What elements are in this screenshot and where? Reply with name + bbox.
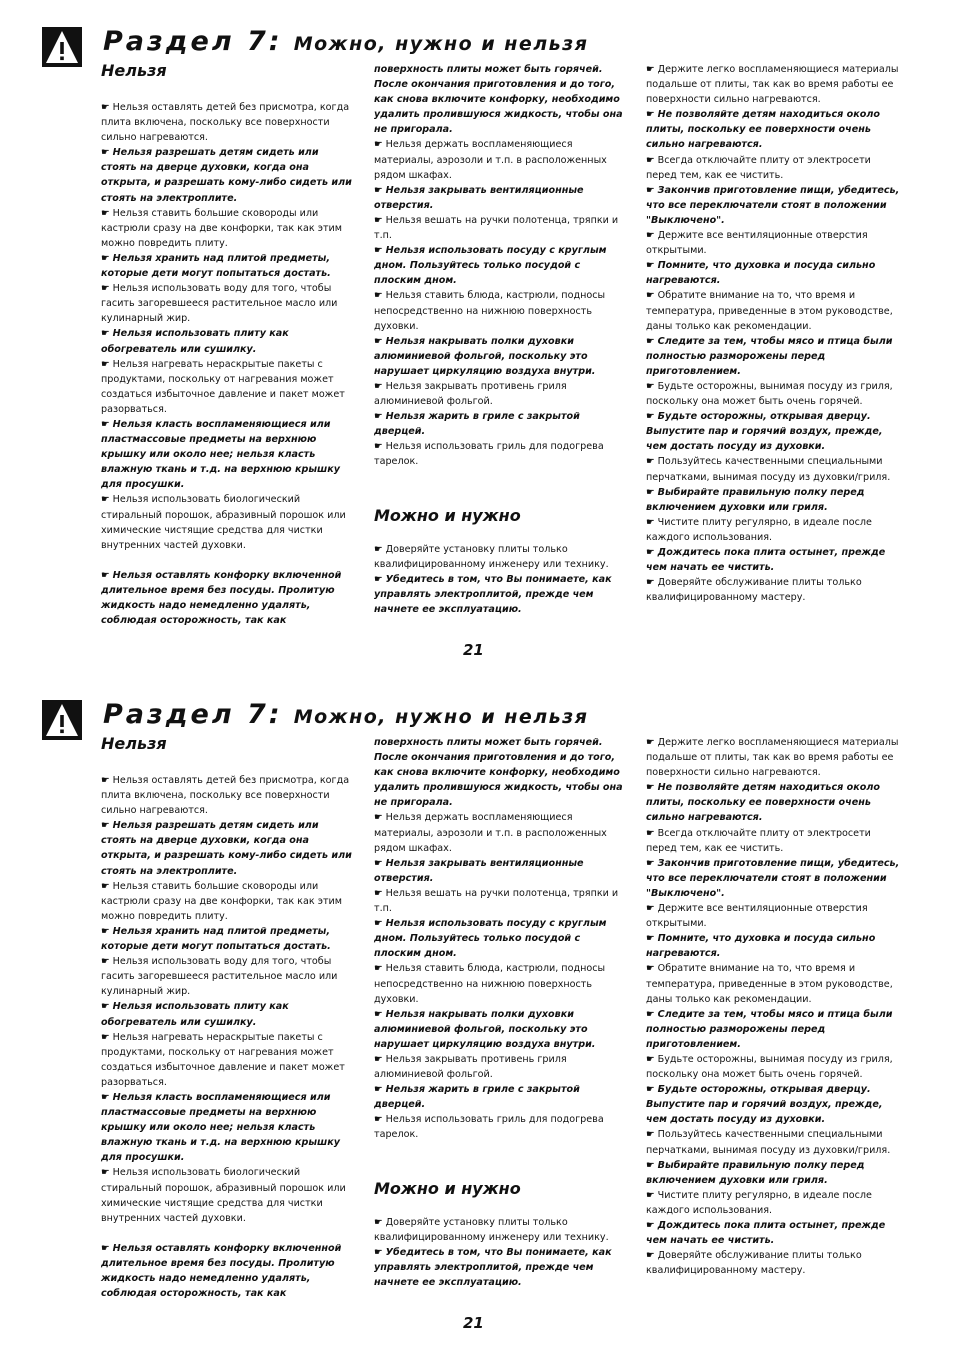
pointing-hand-icon: ☛	[646, 290, 658, 302]
pointing-hand-icon: ☛	[646, 1159, 658, 1171]
rule-text: Всегда отключайте плиту от электросети перед тем, как ее чистить.	[646, 154, 871, 181]
pointing-hand-icon: ☛	[101, 569, 113, 581]
rule-text: Нельзя использовать воду для того, чтобы гасить загоревшееся растительное масло или кулинарный жир.	[101, 956, 338, 998]
pointing-hand-icon: ☛	[101, 207, 113, 219]
rule-text: Чистите плиту регулярно, в идеале после каждого использования.	[646, 1189, 872, 1216]
rule-text: Нельзя оставлять детей без присмотра, когда плита включена, поскольку все поверхности сильно нагреваются.	[101, 775, 350, 817]
pointing-hand-icon: ☛	[374, 1008, 386, 1020]
column-right	[646, 62, 903, 605]
rule-item	[101, 954, 357, 999]
rule-item	[646, 1127, 903, 1157]
rule-text: Нельзя ставить блюда, кастрюли, подносы непосредственно на нижнюю поверхность духовки.	[374, 963, 606, 1005]
pointing-hand-icon: ☛	[374, 290, 386, 302]
pointing-hand-icon: ☛	[646, 184, 658, 196]
rule-text: Обратите внимание на то, что время и температура, приведенные в этом руководстве, даны только как рекомендации.	[646, 963, 893, 1005]
pointing-hand-icon: ☛	[646, 577, 658, 589]
pointing-hand-icon: ☛	[646, 260, 658, 272]
rule-text: Доверяйте обслуживание плиты только квалифицированному мастеру.	[646, 577, 862, 604]
rule-text: Чистите плиту регулярно, в идеале после каждого использования.	[646, 516, 872, 543]
rule-text: Нельзя накрывать полки духовки алюминиевой фольгой, поскольку это нарушает циркуляцию воздуха внутри.	[374, 335, 596, 377]
rule-list	[374, 62, 630, 470]
rule-text: Нельзя накрывать полки духовки алюминиевой фольгой, поскольку это нарушает циркуляцию воздуха внутри.	[374, 1008, 596, 1050]
rule-text: Следите за тем, чтобы мясо и птица были полностью разморожены перед приготовлением.	[646, 335, 893, 377]
pointing-hand-icon: ☛	[646, 857, 658, 869]
pointing-hand-icon: ☛	[374, 963, 386, 975]
rule-text: Убедитесь в том, что Вы понимаете, как управлять электроплитой, прежде чем начнете ее эксплуатацию.	[374, 1246, 612, 1288]
pointing-hand-icon: ☛	[646, 335, 658, 347]
rule-item	[374, 961, 630, 1006]
rule-item	[374, 1112, 630, 1142]
pointing-hand-icon: ☛	[101, 358, 113, 370]
rule-item	[374, 1007, 630, 1052]
rule-list	[374, 1215, 630, 1290]
rule-item	[646, 1158, 903, 1188]
page-number: 21	[463, 1314, 484, 1332]
rule-text: Держите все вентиляционные отверстия открытыми.	[646, 903, 868, 930]
section-title	[103, 693, 588, 731]
pointing-hand-icon: ☛	[101, 1091, 113, 1103]
rule-text: Нельзя жарить в гриле с закрытой дверцей.	[374, 1084, 580, 1111]
rule-list	[374, 542, 630, 617]
pointing-hand-icon: ☛	[101, 880, 113, 892]
rule-item	[374, 1052, 630, 1082]
rule-item	[101, 492, 357, 552]
pointing-hand-icon: ☛	[646, 903, 658, 915]
rule-text: Нельзя разрешать детям сидеть или стоять на дверце духовки, когда она открыта, и разрешать кому-либо сидеть или стоять на электроплите.	[101, 820, 352, 877]
rule-item	[101, 1090, 357, 1165]
pointing-hand-icon: ☛	[101, 1242, 113, 1254]
rule-text: Обратите внимание на то, что время и температура, приведенные в этом руководстве, даны только как рекомендации.	[646, 290, 893, 332]
rule-item	[646, 258, 903, 288]
pointing-hand-icon: ☛	[646, 64, 658, 75]
rule-text: Будьте осторожны, открывая дверцу. Выпустите пар и горячий воздух, прежде, чем достать посуду из духовки.	[646, 411, 883, 453]
rule-item	[101, 281, 357, 326]
rule-item	[374, 137, 630, 182]
rule-item	[101, 251, 357, 281]
rule-item	[646, 780, 903, 825]
pointing-hand-icon: ☛	[374, 380, 386, 392]
rule-item	[101, 999, 357, 1029]
rule-text: Нельзя класть воспламеняющиеся или пластмассовые предметы на верхнюю крышку или около нее; нельзя класть влажную ткань и т.д. на верхнюю крышку для просушки.	[101, 418, 340, 491]
rule-item	[374, 1215, 630, 1245]
rule-text: Будьте осторожны, вынимая посуду из гриля, поскольку она может быть очень горячей.	[646, 380, 893, 408]
rule-text: Нельзя использовать гриль для подогрева тарелок.	[374, 441, 604, 468]
rule-item	[646, 575, 903, 605]
rule-item	[646, 931, 903, 961]
pointing-hand-icon: ☛	[374, 245, 386, 257]
rule-item	[374, 810, 630, 855]
rule-item	[374, 183, 630, 213]
rule-text: Нельзя использовать плиту как обогреватель или сушилку.	[101, 1001, 289, 1028]
pointing-hand-icon: ☛	[374, 335, 386, 347]
section-label: Раздел 7:	[103, 699, 283, 730]
pointing-hand-icon: ☛	[646, 827, 658, 839]
rule-item	[646, 961, 903, 1006]
rule-item	[101, 206, 357, 251]
rule-text: Нельзя использовать биологический стиральный порошок, абразивный порошок или химические чистящие средства для чистки внутренних частей духовки.	[101, 1167, 346, 1224]
pointing-hand-icon: ☛	[646, 547, 658, 558]
pointing-hand-icon: ☛	[374, 1114, 386, 1126]
warning-triangle-icon	[42, 700, 82, 740]
section-subtitle: Можно, нужно и нельзя	[293, 33, 589, 55]
rule-text: Следите за тем, чтобы мясо и птица были полностью разморожены перед приготовлением.	[646, 1008, 893, 1050]
rule-item	[101, 1241, 357, 1301]
pointing-hand-icon: ☛	[101, 252, 113, 264]
rule-item	[101, 357, 357, 417]
rule-text: Пользуйтесь качественными специальными перчатками, вынимая посуду из духовки/гриля.	[646, 1129, 891, 1156]
rule-text: Нельзя нагревать нераскрытые пакеты с продуктами, поскольку от нагревания может создаться избыточное давление и пакет может разорваться.	[101, 1031, 345, 1088]
rule-item	[646, 153, 903, 183]
rule-text: Нельзя класть воспламеняющиеся или пластмассовые предметы на верхнюю крышку или около нее; нельзя класть влажную ткань и т.д. на верхнюю крышку для просушки.	[101, 1091, 340, 1164]
rule-text: Будьте осторожны, вынимая посуду из гриля, поскольку она может быть очень горячей.	[646, 1053, 893, 1081]
rule-text: Нельзя нагревать нераскрытые пакеты с продуктами, поскольку от нагревания может создаться избыточное давление и пакет может разорваться.	[101, 358, 345, 415]
rule-text: Нельзя использовать гриль для подогрева тарелок.	[374, 1114, 604, 1141]
rule-item	[646, 379, 903, 409]
rule-item	[646, 107, 903, 152]
rule-item	[101, 1030, 357, 1090]
pointing-hand-icon: ☛	[646, 154, 658, 166]
rule-text: Закончив приготовление пищи, убедитесь, что все переключатели стоят в положении "Выключено".	[646, 184, 900, 226]
section-label: Раздел 7:	[103, 26, 283, 57]
page-bottom	[0, 673, 954, 1348]
rule-item	[101, 924, 357, 954]
pointing-hand-icon: ☛	[374, 184, 386, 196]
rule-item	[646, 826, 903, 856]
pointing-hand-icon: ☛	[646, 737, 658, 748]
pointing-hand-icon: ☛	[374, 857, 386, 869]
rule-list	[374, 735, 630, 1143]
pointing-hand-icon: ☛	[646, 782, 658, 794]
rule-text: Держите все вентиляционные отверстия открытыми.	[646, 230, 868, 257]
rule-item	[374, 916, 630, 961]
rule-item	[646, 1082, 903, 1127]
pointing-hand-icon: ☛	[646, 109, 658, 121]
rule-text: Помните, что духовка и посуда сильно нагреваются.	[646, 260, 876, 287]
rule-item	[646, 1007, 903, 1052]
pointing-hand-icon: ☛	[374, 918, 386, 930]
heading-nelzya: Нельзя	[101, 734, 167, 753]
rule-item	[101, 879, 357, 924]
pointing-hand-icon: ☛	[646, 380, 658, 392]
page-number: 21	[463, 641, 484, 659]
rule-text: Нельзя использовать посуду с круглым дном. Пользуйтесь только посудой с плоским дном.	[374, 245, 607, 287]
rule-item	[374, 439, 630, 469]
rule-text: Доверяйте обслуживание плиты только квалифицированному мастеру.	[646, 1250, 862, 1277]
rule-text: Нельзя использовать плиту как обогреватель или сушилку.	[101, 328, 289, 355]
rule-text: Нельзя использовать биологический стиральный порошок, абразивный порошок или химические чистящие средства для чистки внутренних частей духовки.	[101, 494, 346, 551]
rule-item	[374, 334, 630, 379]
rule-text: Нельзя использовать воду для того, чтобы гасить загоревшееся растительное масло или кулинарный жир.	[101, 283, 338, 325]
rule-item	[646, 454, 903, 484]
rule-text: Нельзя вешать на ручки полотенца, тряпки и т.п.	[374, 214, 619, 242]
rule-text: Нельзя жарить в гриле с закрытой дверцей.	[374, 411, 580, 438]
rule-text: Дождитесь пока плита остынет, прежде чем начать ее чистить.	[646, 547, 886, 574]
pointing-hand-icon: ☛	[646, 963, 658, 975]
pointing-hand-icon: ☛	[646, 486, 658, 498]
warning-triangle-icon	[42, 27, 82, 67]
pointing-hand-icon: ☛	[101, 1031, 113, 1043]
rule-item	[374, 572, 630, 617]
rule-item	[646, 1052, 903, 1082]
rule-item	[646, 545, 903, 575]
pointing-hand-icon: ☛	[646, 516, 658, 528]
rule-list	[101, 100, 357, 628]
column-left	[101, 735, 357, 1301]
rule-text: Нельзя вешать на ручки полотенца, тряпки и т.п.	[374, 887, 619, 915]
rule-text: Нельзя ставить большие сковороды или кастрюли сразу на две конфорки, так как этим можно повредить плиту.	[101, 207, 343, 249]
rule-item	[101, 417, 357, 492]
rule-text: Нельзя закрывать вентиляционные отверстия.	[374, 857, 584, 884]
rule-text: Держите легко воспламеняющиеся материалы подальше от плиты, так как во время работы ее поверхности сильно нагреваются.	[646, 64, 899, 106]
rule-item	[101, 568, 357, 628]
pointing-hand-icon: ☛	[646, 1053, 658, 1065]
pointing-hand-icon: ☛	[374, 411, 386, 423]
rule-text: Нельзя хранить над плитой предметы, которые дети могут попытаться достать.	[101, 925, 331, 953]
rule-text: Нельзя оставлять конфорку включенной длительное время без посуды. Пролитую жидкость надо немедленно удалять, соблюдая осторожность, так как	[101, 1242, 342, 1300]
rule-item	[646, 183, 903, 228]
pointing-hand-icon: ☛	[374, 1084, 386, 1096]
rule-text: Выбирайте правильную полку перед включением духовки или гриля.	[646, 486, 865, 513]
pointing-hand-icon: ☛	[101, 820, 113, 832]
pointing-hand-icon: ☛	[646, 1129, 658, 1141]
pointing-hand-icon: ☛	[646, 230, 658, 242]
rule-item	[646, 735, 903, 780]
rule-item	[101, 1165, 357, 1225]
pointing-hand-icon: ☛	[374, 1053, 386, 1065]
pointing-hand-icon: ☛	[101, 283, 113, 295]
column-middle	[374, 62, 630, 617]
rule-item	[646, 1218, 903, 1248]
rule-text: Будьте осторожны, открывая дверцу. Выпустите пар и горячий воздух, прежде, чем достать посуду из духовки.	[646, 1084, 883, 1126]
rule-item	[374, 379, 630, 409]
rule-item	[374, 409, 630, 439]
rule-item	[646, 228, 903, 258]
rule-item	[646, 856, 903, 901]
rule-text: Нельзя держать воспламеняющиеся материалы, аэрозоли и т.п. в расположенных рядом шкафах.	[374, 139, 607, 181]
rule-text: Нельзя хранить над плитой предметы, которые дети могут попытаться достать.	[101, 252, 331, 280]
pointing-hand-icon: ☛	[101, 147, 113, 159]
rule-item	[374, 856, 630, 886]
rule-item	[646, 409, 903, 454]
rule-item	[101, 326, 357, 356]
pointing-hand-icon: ☛	[646, 456, 658, 468]
pointing-hand-icon: ☛	[374, 214, 386, 226]
rule-item	[374, 735, 630, 810]
rule-item	[646, 1188, 903, 1218]
rule-list	[646, 735, 903, 1278]
column-right	[646, 735, 903, 1278]
rule-text: Выбирайте правильную полку перед включением духовки или гриля.	[646, 1159, 865, 1186]
pointing-hand-icon: ☛	[374, 1246, 386, 1258]
rule-list	[101, 773, 357, 1301]
rule-item	[101, 773, 357, 818]
rule-item	[374, 213, 630, 243]
pointing-hand-icon: ☛	[374, 812, 386, 824]
rule-item	[101, 145, 357, 205]
rule-item	[374, 542, 630, 572]
pointing-hand-icon: ☛	[101, 494, 113, 506]
rule-item	[374, 886, 630, 916]
rule-text: Нельзя закрывать противень гриля алюминиевой фольгой.	[374, 1053, 567, 1081]
pointing-hand-icon: ☛	[646, 1250, 658, 1262]
pointing-hand-icon: ☛	[101, 102, 113, 113]
pointing-hand-icon: ☛	[101, 775, 113, 786]
rule-item	[374, 243, 630, 288]
rule-item	[101, 818, 357, 878]
pointing-hand-icon: ☛	[374, 887, 386, 899]
rule-text: Убедитесь в том, что Вы понимаете, как управлять электроплитой, прежде чем начнете ее эксплуатацию.	[374, 573, 612, 615]
rule-text: Нельзя оставлять детей без присмотра, когда плита включена, поскольку все поверхности сильно нагреваются.	[101, 102, 350, 144]
pointing-hand-icon: ☛	[374, 1216, 386, 1228]
rule-item	[646, 485, 903, 515]
rule-text: Нельзя закрывать вентиляционные отверстия.	[374, 184, 584, 211]
rule-text: поверхность плиты может быть горячей. После окончания приготовления и до того, как снова включите конфорку, необходимо удалить пролившуюся жидкость, чтобы она не пригорала.	[374, 737, 623, 809]
rule-item	[646, 515, 903, 545]
heading-mozhno: Можно и нужно	[374, 1178, 521, 1198]
rule-item	[646, 288, 903, 333]
pointing-hand-icon: ☛	[374, 573, 386, 585]
pointing-hand-icon: ☛	[101, 418, 113, 430]
rule-text: Нельзя закрывать противень гриля алюминиевой фольгой.	[374, 380, 567, 408]
rule-text: Помните, что духовка и посуда сильно нагреваются.	[646, 933, 876, 960]
rule-item	[374, 1082, 630, 1112]
rule-item	[646, 62, 903, 107]
pointing-hand-icon: ☛	[101, 328, 113, 340]
rule-text: Пользуйтесь качественными специальными перчатками, вынимая посуду из духовки/гриля.	[646, 456, 891, 483]
rule-item	[374, 62, 630, 137]
rule-text: Доверяйте установку плиты только квалифицированному инженеру или технику.	[374, 543, 609, 570]
pointing-hand-icon: ☛	[646, 411, 658, 423]
rule-text: Не позволяйте детям находиться около плиты, поскольку ее поверхности очень сильно нагреваются.	[646, 109, 880, 151]
rule-text: Дождитесь пока плита остынет, прежде чем начать ее чистить.	[646, 1220, 886, 1247]
pointing-hand-icon: ☛	[101, 925, 113, 937]
rule-text: Закончив приготовление пищи, убедитесь, что все переключатели стоят в положении "Выключено".	[646, 857, 900, 899]
pointing-hand-icon: ☛	[374, 543, 386, 555]
rule-list	[646, 62, 903, 605]
pointing-hand-icon: ☛	[646, 1189, 658, 1201]
pointing-hand-icon: ☛	[646, 1008, 658, 1020]
rule-text: Нельзя оставлять конфорку включенной длительное время без посуды. Пролитую жидкость надо немедленно удалять, соблюдая осторожность, так как	[101, 569, 342, 627]
section-title	[103, 20, 588, 58]
rule-text: Всегда отключайте плиту от электросети перед тем, как ее чистить.	[646, 827, 871, 854]
heading-mozhno: Можно и нужно	[374, 505, 521, 525]
rule-text: Нельзя держать воспламеняющиеся материалы, аэрозоли и т.п. в расположенных рядом шкафах.	[374, 812, 607, 854]
rule-item	[374, 1245, 630, 1290]
rule-item	[101, 100, 357, 145]
column-left	[101, 62, 357, 628]
rule-text: Нельзя разрешать детям сидеть или стоять на дверце духовки, когда она открыта, и разрешать кому-либо сидеть или стоять на электроплите.	[101, 147, 352, 204]
rule-text: поверхность плиты может быть горячей. После окончания приготовления и до того, как снова включите конфорку, необходимо удалить пролившуюся жидкость, чтобы она не пригорала.	[374, 64, 623, 136]
pointing-hand-icon: ☛	[646, 1084, 658, 1096]
rule-item	[646, 1248, 903, 1278]
rule-item	[646, 901, 903, 931]
rule-text: Не позволяйте детям находиться около плиты, поскольку ее поверхности очень сильно нагреваются.	[646, 782, 880, 824]
pointing-hand-icon: ☛	[646, 933, 658, 945]
rule-item	[374, 288, 630, 333]
pointing-hand-icon: ☛	[374, 139, 386, 151]
rule-text: Нельзя использовать посуду с круглым дном. Пользуйтесь только посудой с плоским дном.	[374, 918, 607, 960]
rule-text: Держите легко воспламеняющиеся материалы подальше от плиты, так как во время работы ее поверхности сильно нагреваются.	[646, 737, 899, 779]
pointing-hand-icon: ☛	[101, 1167, 113, 1179]
rule-text: Нельзя ставить большие сковороды или кастрюли сразу на две конфорки, так как этим можно повредить плиту.	[101, 880, 343, 922]
pointing-hand-icon: ☛	[101, 1001, 113, 1013]
pointing-hand-icon: ☛	[374, 441, 386, 453]
section-subtitle: Можно, нужно и нельзя	[293, 706, 589, 728]
pointing-hand-icon: ☛	[646, 1220, 658, 1231]
rule-item	[646, 334, 903, 379]
rule-text: Нельзя ставить блюда, кастрюли, подносы непосредственно на нижнюю поверхность духовки.	[374, 290, 606, 332]
column-middle	[374, 735, 630, 1290]
pointing-hand-icon: ☛	[101, 956, 113, 968]
rule-text: Доверяйте установку плиты только квалифицированному инженеру или технику.	[374, 1216, 609, 1243]
heading-nelzya: Нельзя	[101, 61, 167, 80]
